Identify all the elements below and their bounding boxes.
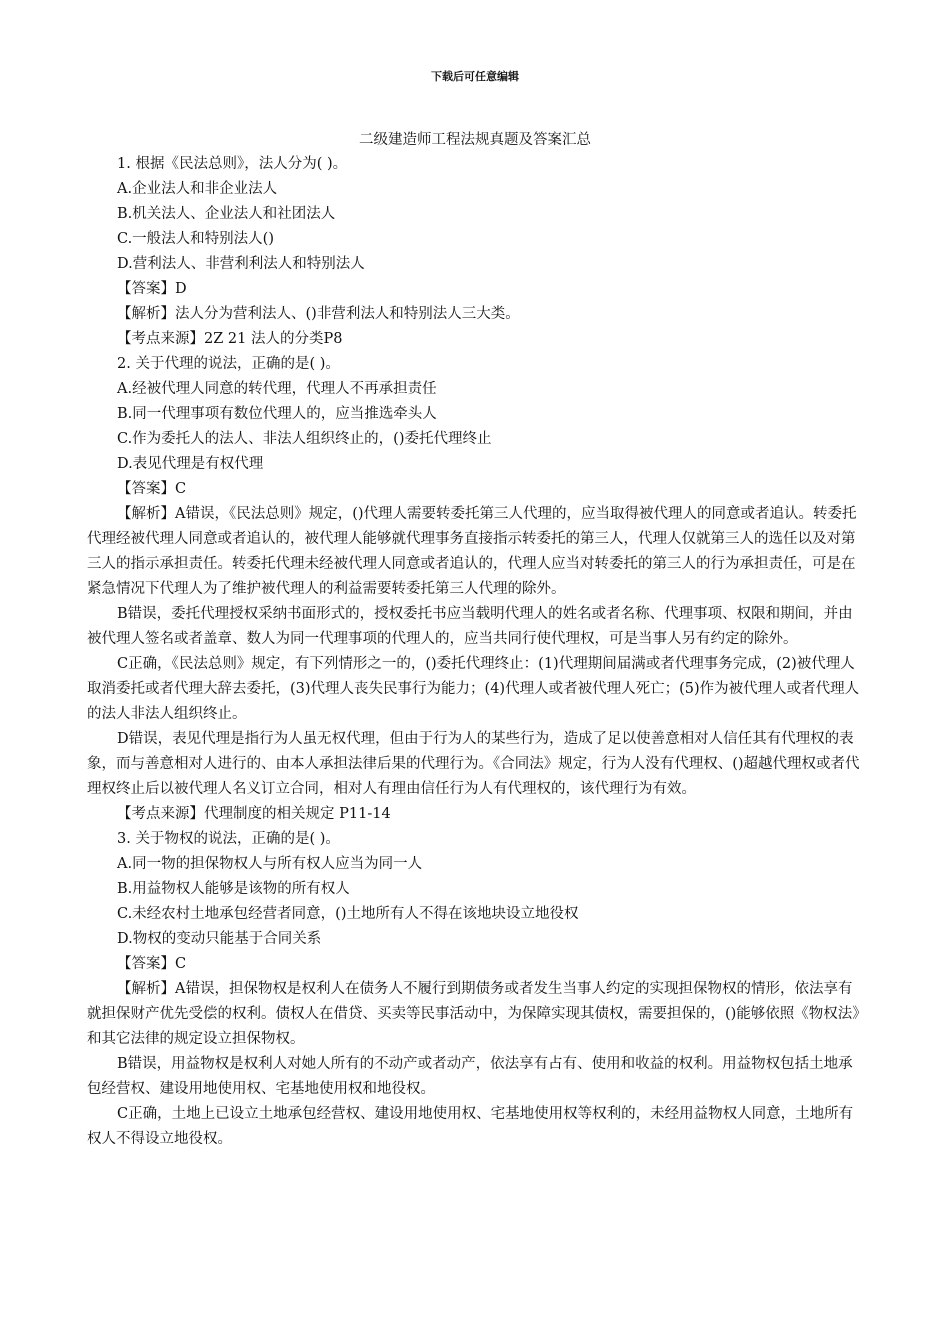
- question-1: 1. 根据《民法总则》，法人分为( )。: [117, 156, 348, 172]
- option-2c: C.作为委托人的法人、非法人组织终止的，()委托代理终止: [117, 431, 492, 447]
- analysis-2b: B错误，委托代理授权采纳书面形式的，授权委托书应当载明代理人的姓名或者名称、代理事项、权限和期间，并由被代理人签名或者盖章、数人为同一代理事项的代理人的，应当共同行使代理权，可是当事人另有约定的除外。: [87, 606, 853, 647]
- option-3a: A.同一物的担保物权人与所有权人应当为同一人: [117, 856, 423, 872]
- option-3c: C.未经农村土地承包经营者同意，()土地所有人不得在该地块设立地役权: [117, 906, 579, 922]
- analysis-1: 【解析】法人分为营利法人、()非营利法人和特别法人三大类。: [117, 306, 520, 322]
- analysis-2a: 【解析】A错误，《民法总则》规定，()代理人需要转委托第三人代理的，应当取得被代理人的同意或者追认。转委托代理经被代理人同意或者追认的，被代理人能够就代理事务直接指示转委托的第三人，代理人仅就第三人的选任以及对第三人的指示承担责任。转委托代理未经被代理人同意或者追认的，代理人应当对转委托的第三人的行为承担责任，可是在紧急情况下代理人为了维护被代理人的利益需要转委托第三人代理的除外。: [87, 506, 857, 597]
- option-1a: A.企业法人和非企业法人: [117, 181, 278, 197]
- option-1b: B.机关法人、企业法人和社团法人: [117, 206, 336, 222]
- document-title: 二级建造师工程法规真题及答案汇总: [359, 132, 591, 148]
- document-body: [87, 152, 862, 1152]
- answer-1: 【答案】D: [117, 281, 187, 297]
- page-header: 下载后可任意编辑: [431, 70, 519, 83]
- option-3b: B.用益物权人能够是该物的所有权人: [117, 881, 350, 897]
- option-3d: D.物权的变动只能基于合同关系: [117, 931, 322, 947]
- answer-2: 【答案】C: [117, 481, 187, 497]
- analysis-2d: D错误，表见代理是指行为人虽无权代理，但由于行为人的某些行为，造成了足以使善意相对人信任其有代理权的表象，而与善意相对人进行的、由本人承担法律后果的代理行为。《合同法》规定，行为人没有代理权、()超越代理权或者代理权终止后以被代理人名义订立合同，相对人有理由信任行为人有代理权的，该代理行为有效。: [87, 731, 860, 797]
- option-1c: C.一般法人和特别法人(): [117, 231, 274, 247]
- source-2: 【考点来源】代理制度的相关规定 P11-14: [117, 806, 391, 822]
- analysis-3c: C正确，土地上已设立土地承包经营权、建设用地使用权、宅基地使用权等权利的，未经用益物权人同意，土地所有权人不得设立地役权。: [87, 1106, 854, 1147]
- option-2b: B.同一代理事项有数位代理人的，应当推选牵头人: [117, 406, 437, 422]
- analysis-3a: 【解析】A错误，担保物权是权利人在债务人不履行到期债务或者发生当事人约定的实现担保物权的情形，依法享有就担保财产优先受偿的权利。债权人在借贷、买卖等民事活动中，为保障实现其债权，需要担保的，()能够依照《物权法》和其它法律的规定设立担保物权。: [87, 981, 860, 1047]
- analysis-2c: C正确，《民法总则》规定，有下列情形之一的，()委托代理终止：(1)代理期间届满或者代理事务完成，(2)被代理人取消委托或者代理大辞去委托，(3)代理人丧失民事行为能力；(4)代理人或者被代理人死亡；(5)作为被代理人或者代理人的法人非法人组织终止。: [87, 656, 860, 722]
- answer-3: 【答案】C: [117, 956, 187, 972]
- source-1: 【考点来源】2Z 21 法人的分类P8: [117, 331, 343, 347]
- option-1d: D.营利法人、非营利利法人和特别法人: [117, 256, 365, 272]
- option-2d: D.表见代理是有权代理: [117, 456, 264, 472]
- analysis-3b: B错误，用益物权是权利人对她人所有的不动产或者动产，依法享有占有、使用和收益的权利。用益物权包括土地承包经营权、建设用地使用权、宅基地使用权和地役权。: [87, 1056, 853, 1097]
- question-3: 3. 关于物权的说法，正确的是( )。: [117, 831, 340, 847]
- option-2a: A.经被代理人同意的转代理，代理人不再承担责任: [117, 381, 437, 397]
- question-2: 2. 关于代理的说法，正确的是( )。: [117, 356, 340, 372]
